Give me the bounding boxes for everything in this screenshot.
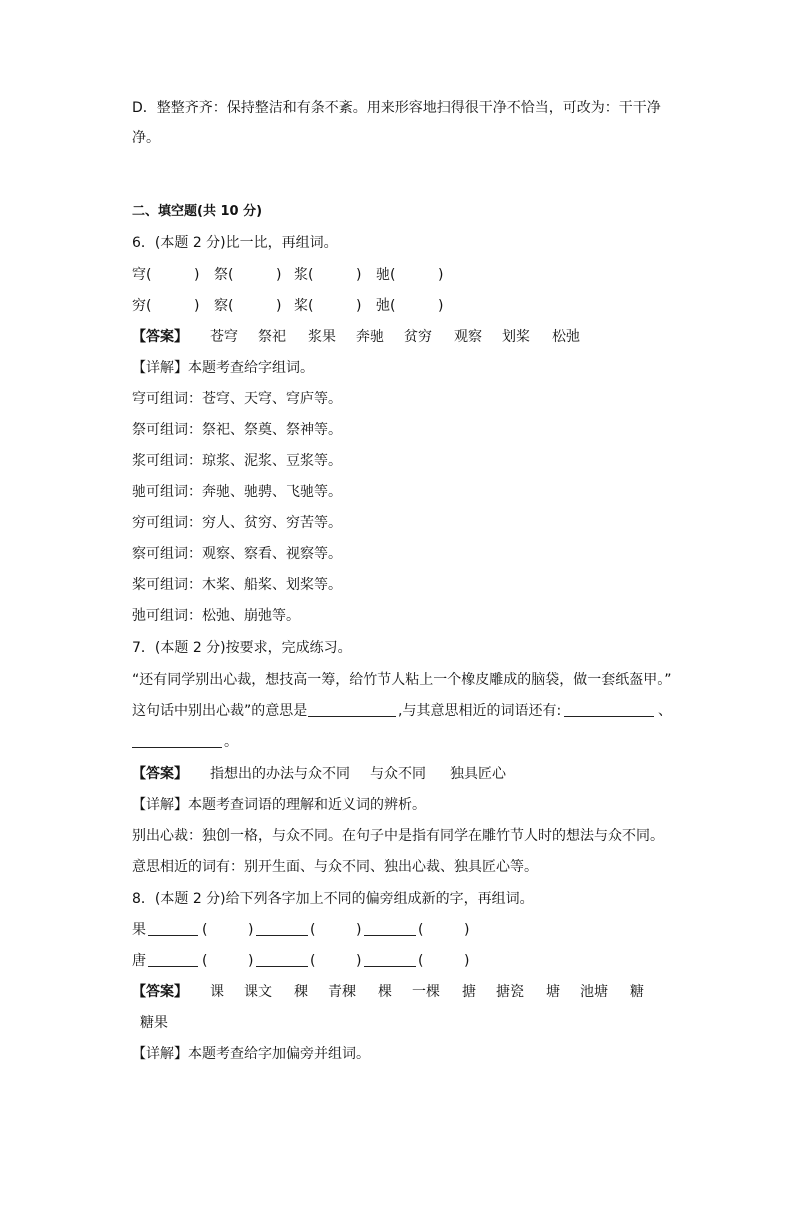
q7-explain: 别出心裁：独创一格，与众不同。在句子中是指有同学在雕竹节人时的想法与众不同。	[132, 828, 664, 844]
q6-char: 祭(	[214, 267, 234, 283]
answer-word: 池塘	[580, 984, 608, 1000]
q6-paren: )	[438, 298, 444, 314]
answer-label: 【答案】	[132, 766, 188, 782]
q6-char: 察(	[214, 298, 234, 314]
q7-question-line	[132, 702, 672, 720]
answer-label: 【答案】	[132, 329, 188, 345]
q6-prompt: 6．(本题 2 分)比一比，再组词。	[132, 235, 338, 251]
q6-answer-row	[132, 328, 602, 346]
q7-detail: 【详解】本题考查词语的理解和近义词的辨析。	[132, 797, 426, 813]
q7-question-line-2	[132, 733, 242, 751]
q6-char: 穹(	[132, 267, 152, 283]
answer-word: 奔驰	[356, 329, 384, 345]
q8-char-row-1	[132, 921, 472, 939]
q8-paren: )	[464, 922, 470, 938]
q8-char-row-2	[132, 952, 472, 970]
q8-paren: )	[356, 953, 362, 969]
q8-blank[interactable]	[364, 921, 416, 936]
q6-char-row-1	[132, 266, 462, 284]
q7-question-part1: 这句话中别出心裁”的意思是	[132, 703, 308, 719]
q6-note: 穹可组词：苍穹、天穹、穹庐等。	[132, 391, 342, 407]
answer-label: 【答案】	[132, 984, 188, 1000]
q7-blank-synonym-1[interactable]	[564, 702, 654, 717]
q7-blank-meaning[interactable]	[308, 702, 396, 717]
answer-word: 青稞	[328, 984, 356, 1000]
q7-blank-synonym-2[interactable]	[132, 733, 222, 748]
q6-char: 弛(	[376, 298, 396, 314]
q8-paren: (	[418, 953, 424, 969]
q8-blank[interactable]	[148, 952, 198, 967]
q8-paren: (	[202, 953, 208, 969]
q7-quote: “还有同学别出心裁，想技高一筹，给竹节人粘上一个橡皮雕成的脑袋，做一套纸盔甲。”	[132, 672, 672, 688]
q7-explain: 意思相近的词有：别开生面、与众不同、独出心裁、独具匠心等。	[132, 859, 538, 875]
q8-paren: )	[464, 953, 470, 969]
q6-note: 浆可组词：琼浆、泥浆、豆浆等。	[132, 453, 342, 469]
q8-char: 果	[132, 922, 146, 938]
q8-paren: )	[248, 953, 254, 969]
answer-word: 观察	[454, 329, 482, 345]
q8-paren: (	[310, 953, 316, 969]
q8-paren: )	[248, 922, 254, 938]
q6-char-row-2	[132, 297, 462, 315]
q6-note: 祭可组词：祭祀、祭奠、祭神等。	[132, 422, 342, 438]
answer-word: 划桨	[502, 329, 530, 345]
q6-note: 察可组词：观察、察看、视察等。	[132, 546, 342, 562]
answer-word: 搪瓷	[496, 984, 524, 1000]
answer-word: 课	[210, 984, 224, 1000]
option-d-line2: 净。	[132, 130, 160, 146]
q8-answer-row	[132, 983, 652, 1001]
q7-period: 。	[224, 734, 238, 750]
answer-word: 松弛	[552, 329, 580, 345]
answer-word: 与众不同	[370, 766, 426, 782]
answer-word: 稞	[294, 984, 308, 1000]
q6-char: 驰(	[376, 267, 396, 283]
answer-word: 塘	[546, 984, 560, 1000]
option-d-line1: D．整整齐齐：保持整洁和有条不紊。用来形容地扫得很干净不恰当，可改为：干干净	[132, 100, 661, 116]
answer-word: 课文	[244, 984, 272, 1000]
q6-detail: 【详解】本题考查给字组词。	[132, 360, 314, 376]
answer-word: 苍穹	[210, 329, 238, 345]
q8-blank[interactable]	[256, 952, 308, 967]
answer-word: 祭祀	[258, 329, 286, 345]
q6-paren: )	[276, 298, 282, 314]
q6-note: 穷可组词：穷人、贫穷、穷苦等。	[132, 515, 342, 531]
q6-char: 桨(	[294, 298, 314, 314]
q7-answer-row	[132, 765, 512, 783]
q6-paren: )	[356, 298, 362, 314]
answer-word: 贫穷	[404, 329, 432, 345]
q8-blank[interactable]	[364, 952, 416, 967]
q6-paren: )	[194, 267, 200, 283]
q8-paren: )	[356, 922, 362, 938]
q7-question-part2: ,与其意思相近的词语还有:	[398, 703, 562, 719]
answer-word: 独具匠心	[450, 766, 506, 782]
q6-note: 弛可组词：松弛、崩弛等。	[132, 608, 300, 624]
q6-char: 浆(	[294, 267, 314, 283]
q8-detail: 【详解】本题考查给字加偏旁并组词。	[132, 1046, 370, 1062]
q8-paren: (	[202, 922, 208, 938]
q6-paren: )	[276, 267, 282, 283]
q8-blank[interactable]	[148, 921, 198, 936]
answer-word: 搪	[462, 984, 476, 1000]
q8-prompt: 8．(本题 2 分)给下列各字加上不同的偏旁组成新的字，再组词。	[132, 891, 534, 907]
answer-word: 棵	[378, 984, 392, 1000]
section-heading: 二、填空题(共 10 分)	[132, 204, 263, 219]
answer-word: 一棵	[412, 984, 440, 1000]
q7-prompt: 7．(本题 2 分)按要求，完成练习。	[132, 640, 352, 656]
q8-paren: (	[310, 922, 316, 938]
q6-note: 驰可组词：奔驰、驰骋、飞驰等。	[132, 484, 342, 500]
q7-separator: 、	[658, 703, 672, 719]
answer-word: 浆果	[308, 329, 336, 345]
q8-char: 唐	[132, 953, 146, 969]
q8-answer-wrap: 糖果	[140, 1015, 168, 1031]
answer-word: 指想出的办法与众不同	[210, 766, 350, 782]
q6-paren: )	[194, 298, 200, 314]
q8-blank[interactable]	[256, 921, 308, 936]
q8-paren: (	[418, 922, 424, 938]
q6-note: 桨可组词：木桨、船桨、划桨等。	[132, 577, 342, 593]
answer-word: 糖	[630, 984, 644, 1000]
q6-char: 穷(	[132, 298, 152, 314]
q6-paren: )	[438, 267, 444, 283]
q6-paren: )	[356, 267, 362, 283]
